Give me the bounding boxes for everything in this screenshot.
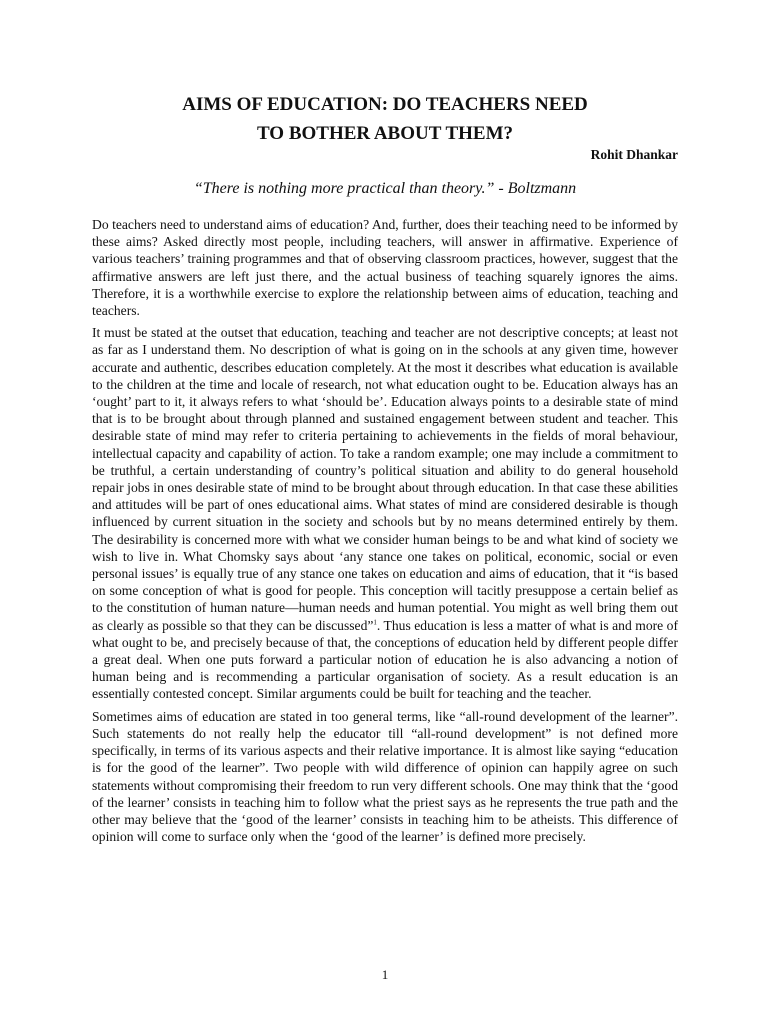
footnote-mark: 1 xyxy=(373,618,377,627)
paragraph-2 xyxy=(92,324,678,702)
paragraph-3: Sometimes aims of education are stated in too general terms, like “all-round development of the learner”. Such statements do not really help the educator till “all-round development” is not defined more specifically, in terms of its various aspects and their relative importance. It is almost like saying “education is for the good of the learner”. Two people with wild difference of opinion can happily agree on such statements without compromising their freedom to run very different schools. One may think that the ‘good of the learner’ consists in teaching him to follow what the priest says as he represents the true path and the other may believe that the ‘good of the learner’ consists in teaching him to be atheists. This difference of opinion will come to surface only when the ‘good of the learner’ is defined more precisely. xyxy=(92,708,678,845)
page-number: 1 xyxy=(381,967,389,982)
title-line-2: TO BOTHER ABOUT THEM? xyxy=(256,123,514,144)
paragraph-2-text-before-note: It must be stated at the outset that education, teaching and teacher are not descriptive concepts; at least not as far as I understand them. No description of what is going on in the schools at any given time, however accurate and authentic, describes education completely. At the most it describes what education is available to the children at the time and locale of research, not what education ought to be. Education always has an ‘ought’ part to it, it always refers to what ‘should be’. Education always points to a desirable state of mind that is to be brought about through planned and sustained engagement between student and teacher. This desirable state of mind may refer to criteria pertaining to achievements in the fields of moral behaviour, intellectual capacity and capability of action. To take a random example; one may include a commitment to be truthful, a certain understanding of country’s political situation and ability to do general household repair jobs in ones desirable state of mind to be brought about through education. In that case these abilities and attitudes will be part of ones educational aims. What states of mind are considered desirable is though influenced by current situation in the society and schools but by no means determined entirely by them. The desirability is concerned more with what we consider human beings to be and what kind of society we wish to live in. What Chomsky says about ‘any stance one takes on political, economic, social or even personal issues’ is equally true of any stance one takes on education and aims of education, that it “is based on some conception of what is good for people. This conception will tacitly presuppose a certain belief as to the constitution of human nature—human needs and human potential. You might as well bring them out as clearly as possible so that they can be discussed” xyxy=(92,325,678,633)
title-line-1: AIMS OF EDUCATION: DO TEACHERS NEED xyxy=(182,94,588,115)
paragraph-1: Do teachers need to understand aims of education? And, further, does their teaching need to be informed by these aims? Asked directly most people, including teachers, will answer in affirmative. Experience of various teachers’ training programmes and that of observing classroom practices, however, suggest that the affirmative answers are left just there, and the actual business of teaching squarely ignores the aims. Therefore, it is a worthwhile exercise to explore the relationship between aims of education, teaching and teachers. xyxy=(92,217,678,319)
paragraph-2-text-after-note: . Thus education is less a matter of what is and more of what ought to be, and precisely because of that, the conceptions of education held by different people differ a great deal. When one puts forward a particular notion of education he is also advancing a notion of human being and is recommending a particular organisation of society. As a result education is an essentially contested concept. Similar arguments could be built for teaching and the teacher. xyxy=(92,617,679,702)
author-name: Rohit Dhankar xyxy=(590,147,678,162)
epigraph-quote: “There is nothing more practical than theory.” - Boltzmann xyxy=(193,180,577,197)
body-text xyxy=(92,216,678,850)
document-page xyxy=(92,0,678,1024)
document-title xyxy=(92,90,678,148)
